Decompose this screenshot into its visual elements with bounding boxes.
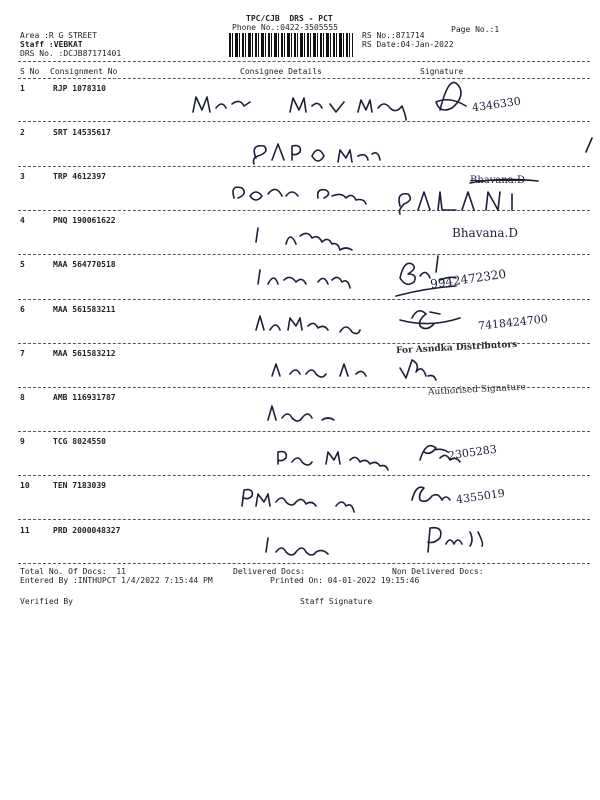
row-sno: 1 <box>20 84 25 93</box>
verified-by: Verified By <box>20 597 73 606</box>
row-consignment: TRP 4612397 <box>53 172 106 181</box>
row-consignment: PNQ 190061622 <box>53 216 116 225</box>
row-sno: 5 <box>20 260 25 269</box>
handwritten-name: Bhavana.D <box>452 226 518 240</box>
drs-number: DRS No. :DCJB87171401 <box>20 49 122 58</box>
document-title: TPC/CJB DRS - PCT <box>246 14 333 23</box>
handwritten-phone: 7418424700 <box>477 312 549 333</box>
row-sno: 2 <box>20 128 25 137</box>
row-consignment: PRD 2000048327 <box>53 526 121 535</box>
non-delivered-docs: Non Delivered Docs: <box>392 567 484 576</box>
staff-signature: Staff Signature <box>300 597 373 606</box>
row-consignment: AMB 116931787 <box>53 393 116 402</box>
row-sno: 6 <box>20 305 25 314</box>
handwritten-phone: 2305283 <box>447 442 498 463</box>
rs-number: RS No.:871714 <box>362 31 425 40</box>
handwritten-phone: 4355019 <box>455 486 506 507</box>
col-consignment: Consignment No <box>50 67 118 76</box>
col-sno: S No <box>20 67 40 76</box>
rs-date: RS Date:04-Jan-2022 <box>362 40 454 49</box>
area-label: Area :R G STREET <box>20 31 98 40</box>
row-sno: 8 <box>20 393 25 402</box>
row-sno: 9 <box>20 437 25 446</box>
row-sno: 3 <box>20 172 25 181</box>
row-consignment: MAA 564770518 <box>53 260 116 269</box>
row-sno: 11 <box>20 526 30 535</box>
delivered-docs: Delivered Docs: <box>233 567 306 576</box>
col-signature: Signature <box>420 67 464 76</box>
staff-label: Staff :VEBKAT <box>20 40 83 49</box>
printed-on: Printed On: 04-01-2022 19:15:46 <box>270 576 420 585</box>
struck-name: Bhavana.D <box>470 175 525 186</box>
row-consignment: TEN 7183039 <box>53 481 106 490</box>
row-sno: 4 <box>20 216 25 225</box>
row-sno: 10 <box>20 481 30 490</box>
page-number: Page No.:1 <box>451 25 500 34</box>
stamp-label: Authorised Signature <box>427 382 527 398</box>
row-sno: 7 <box>20 349 25 358</box>
row-consignment: TCG 8024550 <box>53 437 106 446</box>
row-consignment: RJP 1078310 <box>53 84 106 93</box>
row-consignment: MAA 561583212 <box>53 349 116 358</box>
entered-by: Entered By :INTHUPCT 1/4/2022 7:15:44 PM <box>20 576 213 585</box>
handwritten-phone: 9942472320 <box>429 266 507 292</box>
total-docs: Total No. Of Docs: 11 <box>20 567 126 576</box>
col-consignee: Consignee Details <box>240 67 322 76</box>
row-consignment: MAA 561583211 <box>53 305 116 314</box>
row-consignment: SRT 14535617 <box>53 128 111 137</box>
stamp-company: For Asndka Distributors <box>395 339 518 357</box>
phone-number: Phone No.:0422-3505555 <box>232 23 338 32</box>
handwritten-phone: 4346330 <box>471 94 522 115</box>
